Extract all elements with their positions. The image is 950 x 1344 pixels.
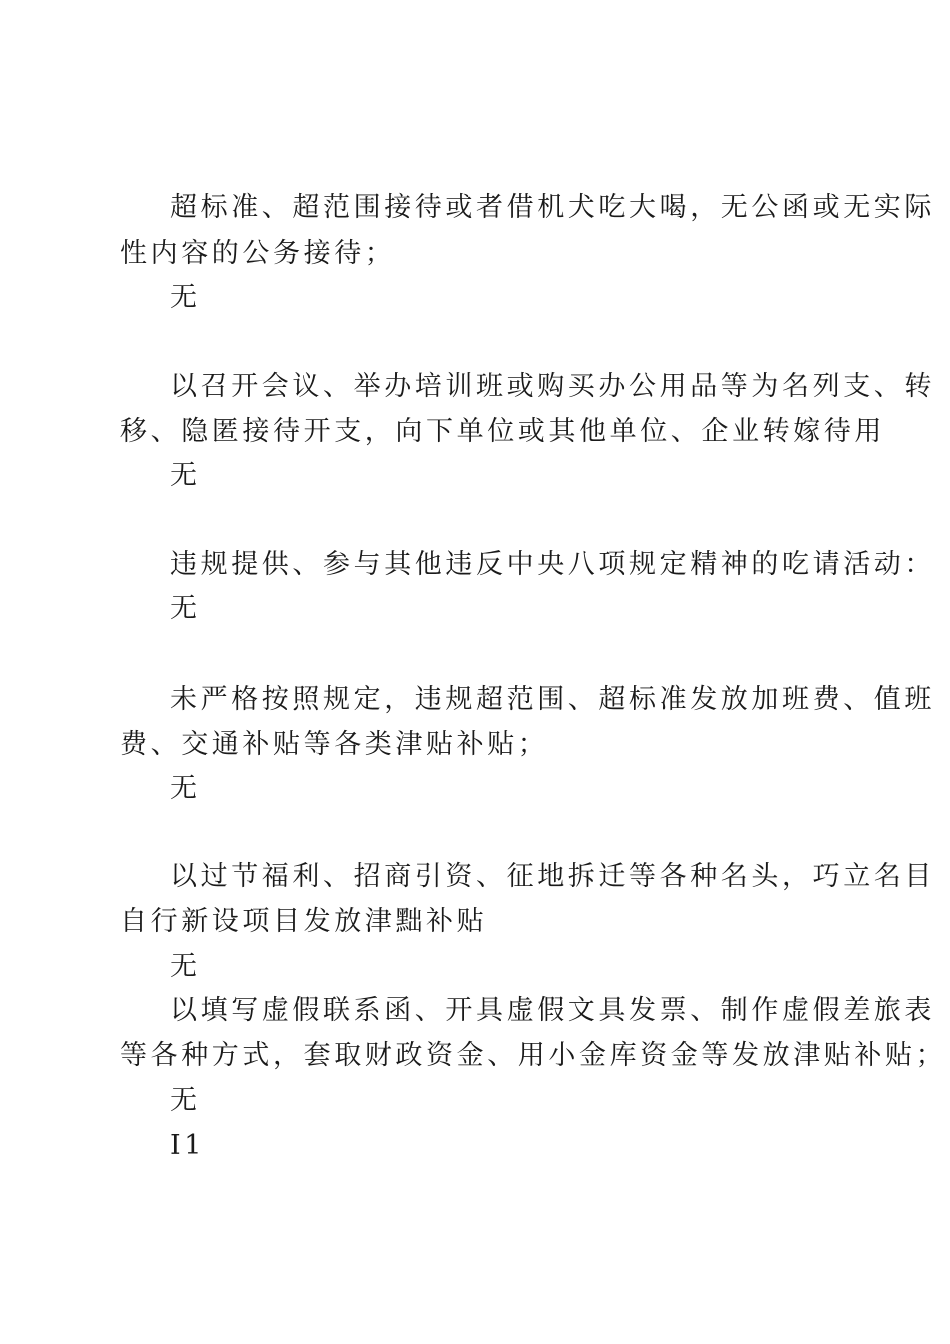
item-5-question-line2: 自行新设项目发放津黜补贴 xyxy=(120,906,488,937)
page-number: I1 xyxy=(170,1130,206,1161)
item-1-question-line1: 超标准、超范围接待或者借机犬吃大喝，无公函或无实际 xyxy=(170,192,935,223)
item-5-question-line1: 以过节福利、招商引资、征地拆迁等各种名头，巧立名目 xyxy=(170,861,935,892)
item-2-question-line1: 以召开会议、举办培训班或购买办公用品等为名列支、转 xyxy=(170,371,935,402)
item-6-answer: 无 xyxy=(170,1085,201,1116)
item-4-answer: 无 xyxy=(170,773,201,804)
item-4-question-line2: 费、交通补贴等各类津贴补贴； xyxy=(120,729,549,760)
item-1-question-line2: 性内容的公务接待； xyxy=(120,238,396,269)
item-3-question-line1: 违规提供、参与其他违反中央八项规定精神的吃请活动： xyxy=(170,549,935,580)
item-6-question-line2: 等各种方式，套取财政资金、用小金库资金等发放津贴补贴； xyxy=(120,1040,947,1071)
item-2-question-line2: 移、隐匿接待开支，向下单位或其他单位、企业转嫁待用 xyxy=(120,416,885,447)
item-2-answer: 无 xyxy=(170,460,201,491)
item-6-question-line1: 以填写虚假联系函、开具虚假文具发票、制作虚假差旅表 xyxy=(170,995,935,1026)
item-5-answer: 无 xyxy=(170,951,201,982)
item-4-question-line1: 未严格按照规定，违规超范围、超标准发放加班费、值班 xyxy=(170,684,935,715)
item-1-answer: 无 xyxy=(170,282,201,313)
item-3-answer: 无 xyxy=(170,593,201,624)
